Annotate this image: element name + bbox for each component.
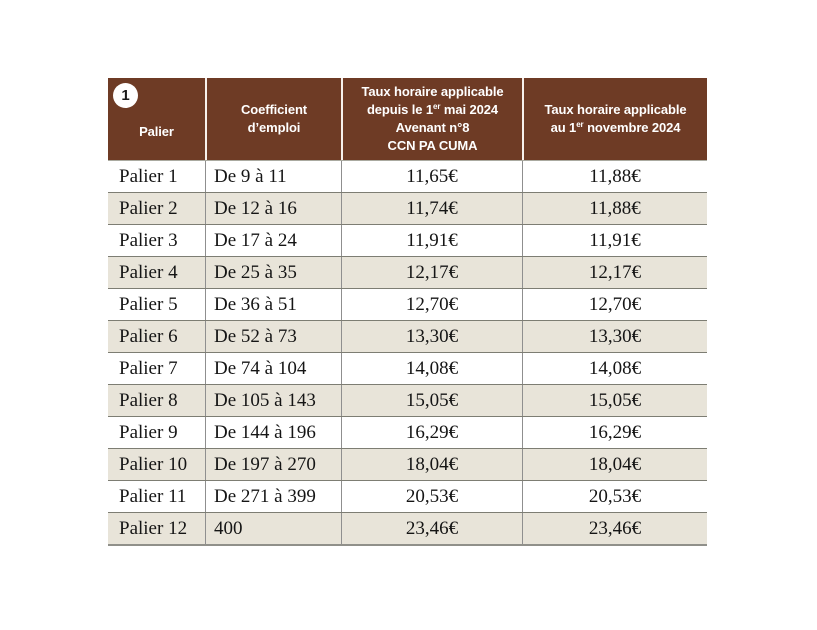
superscript-er: er <box>433 102 441 111</box>
step-1-badge: 1 <box>113 83 138 108</box>
cell-taux-mai: 11,65€ <box>341 161 522 192</box>
table-row <box>108 512 707 544</box>
table-row <box>108 224 707 256</box>
table-row <box>108 384 707 416</box>
table-row <box>108 416 707 448</box>
table-row <box>108 320 707 352</box>
table-header <box>108 78 707 160</box>
cell-coefficient: De 9 à 11 <box>205 161 341 192</box>
header-cell-palier <box>108 78 205 160</box>
header-label-coefficient-line1: Coefficient <box>240 102 308 117</box>
cell-coefficient: De 105 à 143 <box>205 385 341 416</box>
table-row <box>108 352 707 384</box>
cell-taux-mai: 12,70€ <box>341 289 522 320</box>
cell-coefficient: De 144 à 196 <box>205 417 341 448</box>
cell-taux-mai: 14,08€ <box>341 353 522 384</box>
cell-taux-mai: 12,17€ <box>341 257 522 288</box>
cell-palier: Palier 10 <box>119 453 188 475</box>
table-row <box>108 480 707 512</box>
header-label-taux-mai-line3: Avenant n°8 <box>395 120 470 135</box>
header-label-taux-mai-line2: depuis le 1er mai 2024 <box>366 102 499 117</box>
cell-palier: Palier 1 <box>119 165 178 187</box>
cell-taux-novembre: 12,17€ <box>522 257 707 288</box>
cell-taux-novembre: 13,30€ <box>522 321 707 352</box>
cell-taux-novembre: 23,46€ <box>522 513 707 544</box>
cell-taux-mai: 13,30€ <box>341 321 522 352</box>
table-row <box>108 448 707 480</box>
table-row <box>108 160 707 192</box>
cell-palier: Palier 8 <box>119 389 178 411</box>
hourly-rate-table <box>108 78 707 546</box>
cell-taux-novembre: 14,08€ <box>522 353 707 384</box>
cell-taux-mai: 15,05€ <box>341 385 522 416</box>
cell-palier: Palier 12 <box>119 517 188 539</box>
cell-taux-mai: 11,74€ <box>341 193 522 224</box>
cell-coefficient: De 74 à 104 <box>205 353 341 384</box>
header-label-taux-mai-line1: Taux horaire applicable <box>361 84 504 99</box>
cell-taux-mai: 18,04€ <box>341 449 522 480</box>
header-label-taux-novembre-line1: Taux horaire applicable <box>544 102 687 117</box>
table-body <box>108 160 707 546</box>
header-cell-taux-mai <box>341 78 522 160</box>
header-label-palier: Palier <box>139 124 174 139</box>
header-cell-coefficient <box>205 78 341 160</box>
cell-coefficient: De 17 à 24 <box>205 225 341 256</box>
cell-taux-novembre: 15,05€ <box>522 385 707 416</box>
cell-coefficient: De 36 à 51 <box>205 289 341 320</box>
cell-palier: Palier 7 <box>119 357 178 379</box>
table-row <box>108 256 707 288</box>
cell-taux-novembre: 16,29€ <box>522 417 707 448</box>
cell-taux-mai: 11,91€ <box>341 225 522 256</box>
header-label-taux-mai-line4: CCN PA CUMA <box>387 138 478 153</box>
header-label-taux-novembre-line2: au 1er novembre 2024 <box>550 120 681 135</box>
cell-palier: Palier 2 <box>119 197 178 219</box>
table-row <box>108 192 707 224</box>
cell-coefficient: De 12 à 16 <box>205 193 341 224</box>
cell-coefficient: De 197 à 270 <box>205 449 341 480</box>
cell-taux-mai: 23,46€ <box>341 513 522 544</box>
cell-coefficient: 400 <box>205 513 341 544</box>
cell-taux-mai: 16,29€ <box>341 417 522 448</box>
cell-taux-novembre: 12,70€ <box>522 289 707 320</box>
cell-taux-novembre: 11,88€ <box>522 161 707 192</box>
header-cell-taux-novembre <box>522 78 707 160</box>
cell-coefficient: De 271 à 399 <box>205 481 341 512</box>
cell-palier: Palier 3 <box>119 229 178 251</box>
cell-palier: Palier 11 <box>119 485 187 507</box>
cell-coefficient: De 25 à 35 <box>205 257 341 288</box>
cell-taux-novembre: 18,04€ <box>522 449 707 480</box>
table-row <box>108 288 707 320</box>
cell-palier: Palier 5 <box>119 293 178 315</box>
cell-taux-novembre: 11,88€ <box>522 193 707 224</box>
cell-palier: Palier 4 <box>119 261 178 283</box>
cell-palier: Palier 9 <box>119 421 178 443</box>
cell-taux-novembre: 11,91€ <box>522 225 707 256</box>
cell-coefficient: De 52 à 73 <box>205 321 341 352</box>
superscript-er: er <box>576 120 584 129</box>
header-label-coefficient-line2: d’emploi <box>247 120 301 135</box>
cell-taux-mai: 20,53€ <box>341 481 522 512</box>
cell-taux-novembre: 20,53€ <box>522 481 707 512</box>
cell-palier: Palier 6 <box>119 325 178 347</box>
